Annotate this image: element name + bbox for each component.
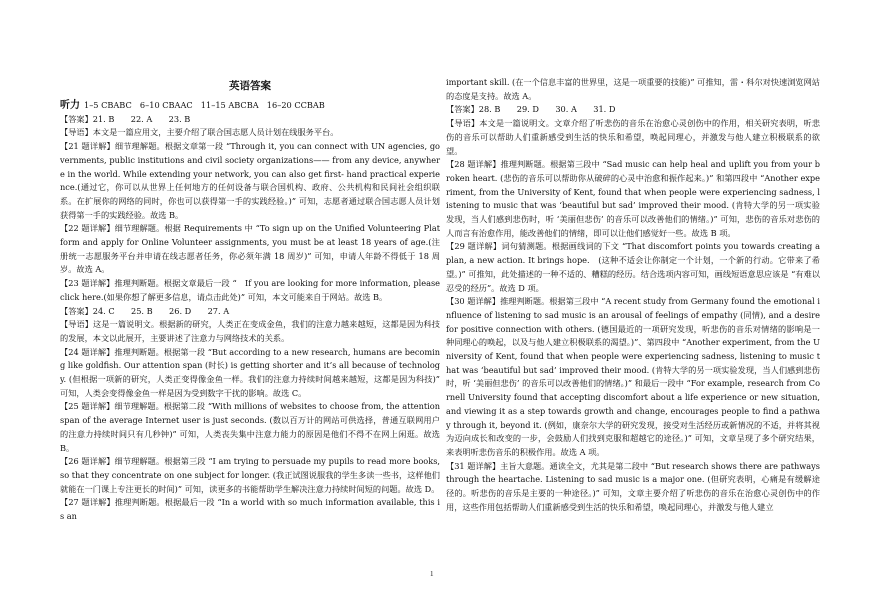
left-paragraph: 【23 题详解】推理判断题。根据文章最后一段 “ If you are looking for more information, please click here.(如果你想了解更多信息，请点击此处)” 可知，本文可能来自于网站。故选 B。 [60, 278, 440, 302]
left-paragraph: 【25 题详解】细节理解题。根据第二段 “With millions of websites to choose from, the attention span of the average Internet user is just seconds. (数以百万计的网站可供选择，普通互联网用户的注意力持续时间只有几秒钟)” 可知，人类丧失集中注意力能力的原因是他们不得不在网上闲逛。故选 B。 [60, 401, 440, 453]
right-paragraph: 【导语】本文是一篇说明文。文章介绍了听悲伤的音乐在治愈心灵创伤中的作用，相关研究表明，听悲伤的音乐可以帮助人们重新感受到生活的快乐和希望，唤起同理心，并激发与他人建立积极联系的欲望。 [446, 118, 820, 156]
left-paragraph: 【24 题详解】推理判断题。根据第一段 “But according to a new research, humans are becoming like goldfish. Our attention span (时长) is getting shorter and it’s all because of technology. (但根据一项新的研究，人类正变得像金鱼一样。我们的注意力持续时间越来越短，这都是因为科技)” 可知，人类会变得像金鱼一样是因为受到数字干扰的影响。故选 C。 [60, 346, 440, 398]
listening-label: 听力 [60, 100, 80, 111]
left-paragraph: 【导语】本文是一篇应用文，主要介绍了联合国志愿人员计划在线服务平台。 [60, 127, 339, 138]
listening-answers: 1–5 CBABC 6–10 CBAAC 11–15 ABCBA 16–20 CCBAB [84, 100, 325, 110]
right-paragraph: 【29 题详解】词句猜测题。根据画线词的下文 “That discomfort points you towards creating a plan, a new action. It brings hope. (这种不适会让你制定一个计划，一个新的行动。它带来了希望。)” 可推知，此处描述的一种不适的、糟糕的经历。结合选项内容可知，画线短语意思应该是 “有难以忍受的经历”。故选 D 项。 [446, 241, 820, 293]
right-paragraph: 【答案】28. B 29. D 30. A 31. D [446, 104, 616, 115]
left-column [60, 78, 440, 524]
right-paragraph: 【31 题详解】主旨大意题。通读全文，尤其是第二段中 “But research shows there are pathways through the heartache. Listening to sad music is a major one. (但研究表明，心痛是有缓解途径的。听悲伤的音乐是主要的一种途径。)” 可知，文章主要介绍了听悲伤的音乐在治愈心灵创伤中的作用，这些作用包括帮助人们重新感受到生活的快乐和希望，唤起同理心，并激发与他人建立 [446, 460, 820, 512]
right-column [446, 76, 820, 515]
left-paragraph: 【答案】24. C 25. B 26. D 27. A [60, 305, 230, 316]
left-paragraph: 【26 题详解】细节理解题。根据第三段 “I am trying to persuade my pupils to read more books, so that they concentrate on one subject for longer. (我正试图说服我的学生多读一些书，这样他们就能在一门课上专注更长的时间)” 可知，读更多的书能帮助学生解决注意力持续时间短的问题。故选 D。 [60, 456, 440, 494]
left-paragraph: 【21 题详解】细节理解题。根据文章第一段 “Through it, you can connect with UN agencies, governments, public institutions and civil society organizations—— from any device, anywhere in the world. While extending your network, you can also get first- hand practical experience.(通过它，你可以从世界上任何地方的任何设备与联合国机构、政府、公共机构和民间社会组织联系。在扩展你的网络的同时，你也可以获得第一手的实践经验。)” 可知，志愿者通过联合国志愿人员计划获得第一手的实践经验。故选 B。 [60, 141, 440, 220]
left-paragraph: 【答案】21. B 22. A 23. B [60, 113, 191, 124]
left-paragraph: 【导语】这是一篇说明文。根据新的研究，人类正在变成金鱼，我们的注意力越来越短，这都是因为科技的发展，本文以此展开，主要讲述了注意力与网络技术的关系。 [60, 319, 440, 343]
right-paragraph: 【28 题详解】推理判断题。根据第三段中 “Sad music can help heal and uplift you from your broken heart. (悲伤的音乐可以帮助你从破碎的心灵中治愈和振作起来。)” 和第四段中 “Another experiment, from the University of Kent, found that when people were experiencing sadness, listening to music that was ‘beautiful but sad’ improved their mood. (肯特大学的另一项实验发现，当人们感到悲伤时，听 ‘美丽但悲伤’ 的音乐可以改善他们的情绪。)” 可知，悲伤的音乐对悲伤的人而言有治愈作用，能改善他们的情绪，即可以让他们感觉好一些。故选 B 项。 [446, 159, 820, 238]
listening-answers-line [60, 99, 440, 113]
right-paragraph: 【30 题详解】推理判断题。根据第三段中 “A recent study from Germany found the emotional influence of listening to sad music is an arousal of feelings of empathy (同情), and a desire for positive connection with others. (德国最近的一项研究发现，听悲伤的音乐对情绪的影响是一种同理心的唤起，以及与他人建立积极联系的渴望。)”、第四段中 “Another experiment, from the University of Kent, found that when people were experiencing sadness, listening to music that was ‘beautiful but sad’ improved their mood. (肯特大学的另一项实验发现，当人们感到悲伤时，听 ‘美丽但悲伤’ 的音乐可以改善他们的情绪。)” 和最后一段中 “For example, research from Cornell University found that accepting discomfort about a life experience or new situation, and viewing it as a step towards growth and change, encourages people to find a pathway through it, beyond it. (例如，康奈尔大学的研究发现，接受对生活经历或新情况的不适，并将其视为迈向成长和改变的一步，会鼓励人们找到克服和超越它的途径。)” 可知，文章呈现了多个研究结果，来表明听悲伤音乐的积极作用。故选 A 项。 [446, 296, 820, 457]
page-title: 英语答案 [229, 80, 271, 92]
left-paragraph: 【22 题详解】细节理解题。根据 Requirements 中 “To sign up on the Unified Volunteering Platform and apply for Online Volunteer assignments, you must be at least 18 years of age.(注册统一志愿服务平台并申请在线志愿者任务，你必须年满 18 周岁)” 可知，申请人年龄不得低于 18 周岁。故选 A。 [60, 223, 440, 275]
right-paragraph: important skill. (在一个信息丰富的世界里，这是一项重要的技能)” 可推知，雷・科尔对快速浏览网站的态度是支持。故选 A。 [446, 77, 820, 101]
left-paragraph: 【27 题详解】推理判断题。根据最后一段 “In a world with so much information available, this is an [60, 497, 440, 522]
page-number: 1 [430, 570, 434, 578]
